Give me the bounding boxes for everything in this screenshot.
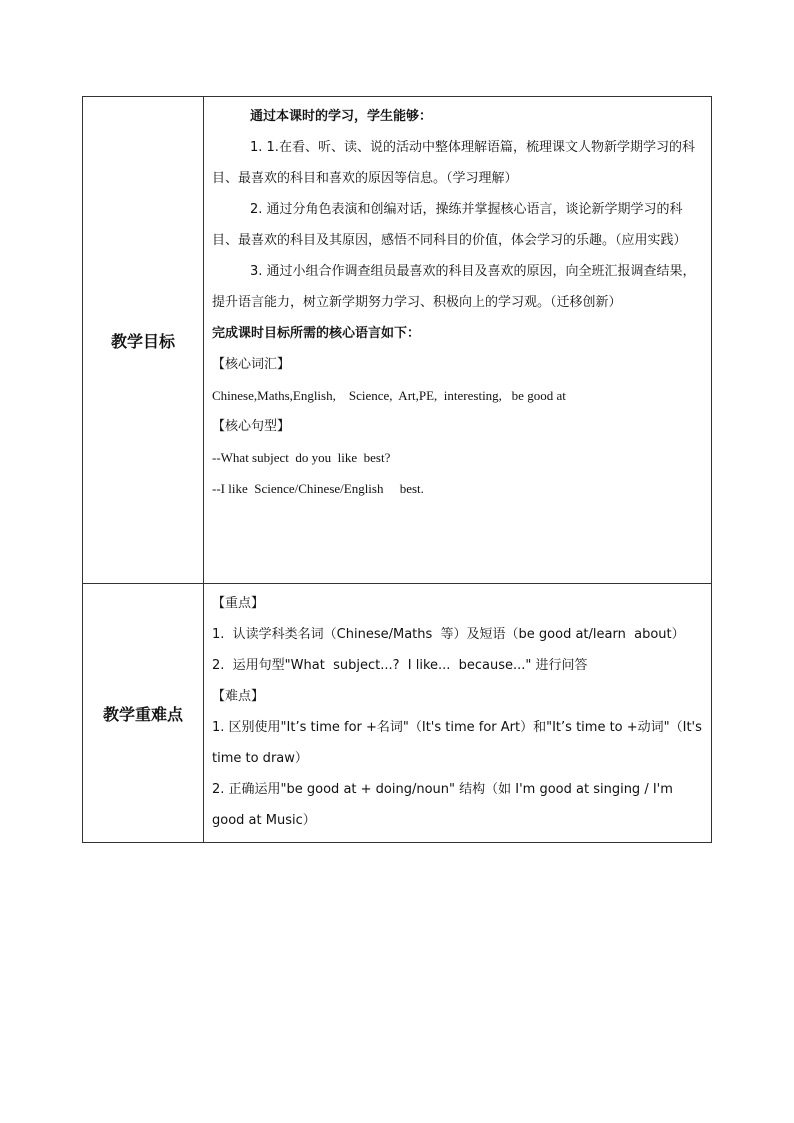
objectives-row (83, 97, 712, 584)
core-language-heading: 完成课时目标所需的核心语言如下： (212, 326, 421, 341)
pattern-heading: 【核心句型】 (212, 419, 291, 434)
pattern-answer: --I like Science/Chinese/English best. (212, 481, 424, 496)
objective-item-2: 2. 通过分角色表演和创编对话，操练并掌握核心语言，谈论新学期学习的科目、最喜欢的科目及其原因，感悟不同科目的价值，体会学习的乐趣。（应用实践） (212, 202, 687, 248)
vocab-list: Chinese,Maths,English, Science, Art,PE, interesting, be good at (212, 388, 566, 403)
objectives-intro: 通过本课时的学习，学生能够： (250, 109, 433, 124)
key-item-2: 2. 运用句型"What subject...? I like... because..." 进行问答 (212, 658, 588, 673)
key-points-content (204, 584, 712, 843)
key-heading: 【重点】 (212, 596, 265, 611)
difficult-item-1: 1. 区别使用"It’s time for +名词"（It's time for Art）和"It’s time to +动词"（It's time to draw） (212, 720, 702, 766)
key-points-label: 教学重难点 (83, 584, 204, 843)
key-item-1: 1. 认读学科类名词（Chinese/Maths 等）及短语（be good at/learn about） (212, 627, 685, 642)
objective-item-1: 1. 1.在看、听、读、说的活动中整体理解语篇，梳理课文人物新学期学习的科目、最喜欢的科目和喜欢的原因等信息。（学习理解） (212, 140, 695, 186)
key-points-row (83, 584, 712, 843)
objectives-label: 教学目标 (83, 97, 204, 584)
objectives-content (204, 97, 712, 584)
objective-item-3: 3. 通过小组合作调查组员最喜欢的科目及喜欢的原因，向全班汇报调查结果，提升语言能力，树立新学期努力学习、积极向上的学习观。（迁移创新） (212, 264, 696, 310)
difficult-heading: 【难点】 (212, 689, 265, 704)
pattern-question: --What subject do you like best? (212, 450, 391, 465)
difficult-item-2: 2. 正确运用"be good at + doing/noun" 结构（如 I'm good at singing / I'm good at Music） (212, 782, 673, 828)
lesson-plan-table (82, 96, 712, 843)
vocab-heading: 【核心词汇】 (212, 357, 291, 372)
